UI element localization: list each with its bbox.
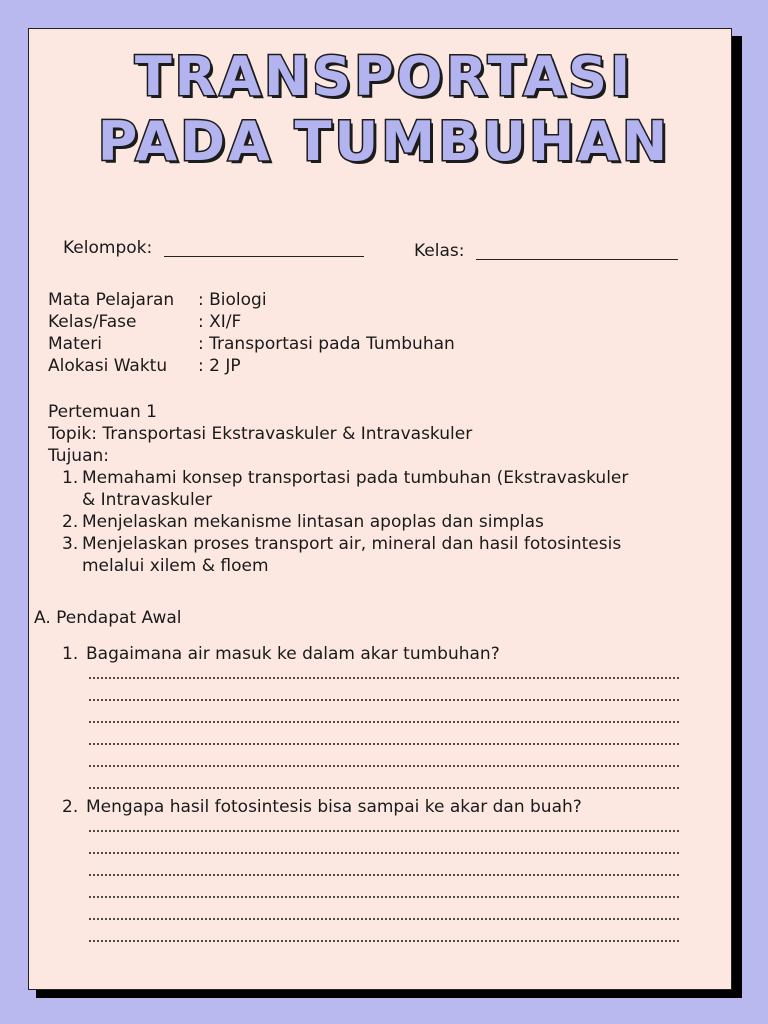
goal-text-continued: & Intravaskuler — [82, 490, 213, 510]
title-line-1: TRANSPORTASI — [134, 45, 634, 108]
answer-line[interactable] — [88, 721, 680, 723]
kelompok-field[interactable] — [63, 240, 364, 257]
goals-heading: Tujuan: — [48, 446, 109, 466]
answer-line[interactable] — [88, 787, 680, 789]
info-value: : 2 JP — [198, 356, 241, 376]
goal-text-continued: melalui xilem & floem — [82, 556, 269, 576]
info-row — [48, 289, 455, 311]
answer-line[interactable] — [88, 830, 680, 832]
info-row — [48, 333, 455, 355]
info-key: Alokasi Waktu — [48, 356, 168, 376]
info-key: Materi — [48, 334, 102, 354]
answer-line[interactable] — [88, 940, 680, 942]
goal-text: Menjelaskan mekanisme lintasan apoplas dan simplas — [82, 512, 544, 532]
info-key: Kelas/Fase — [48, 312, 137, 332]
kelompok-label: Kelompok: — [63, 238, 153, 258]
goal-number: 3. — [62, 534, 79, 554]
meeting-label: Pertemuan 1 — [48, 402, 157, 422]
goal-number: 2. — [62, 512, 79, 532]
answer-line[interactable] — [88, 874, 680, 876]
answer-line[interactable] — [88, 699, 680, 701]
answer-line[interactable] — [88, 918, 680, 920]
answer-line[interactable] — [88, 852, 680, 854]
answer-line[interactable] — [88, 743, 680, 745]
question-number: 1. — [62, 644, 79, 664]
info-row — [48, 311, 455, 333]
question-text: Mengapa hasil fotosintesis bisa sampai ke akar dan buah? — [86, 797, 582, 817]
info-value: : Biologi — [198, 290, 267, 310]
answer-line[interactable] — [88, 765, 680, 767]
info-value: : Transportasi pada Tumbuhan — [198, 334, 455, 354]
kelas-label: Kelas: — [414, 241, 465, 261]
question-text: Bagaimana air masuk ke dalam akar tumbuhan? — [86, 644, 500, 664]
kelompok-blank-line[interactable] — [164, 242, 364, 257]
question-number: 2. — [62, 797, 79, 817]
section-a-heading: A. Pendapat Awal — [34, 608, 182, 628]
course-info — [48, 289, 455, 377]
topic-label: Topik: Transportasi Ekstravaskuler & Intravaskuler — [48, 424, 473, 444]
goal-text: Menjelaskan proses transport air, mineral dan hasil fotosintesis — [82, 534, 622, 554]
kelas-blank-line[interactable] — [476, 245, 678, 260]
answer-line[interactable] — [88, 896, 680, 898]
kelas-field[interactable] — [414, 243, 678, 260]
title-line-2: PADA TUMBUHAN — [97, 110, 671, 173]
info-row — [48, 355, 455, 377]
info-key: Mata Pelajaran — [48, 290, 175, 310]
goal-number: 1. — [62, 468, 79, 488]
info-value: : XI/F — [198, 312, 242, 332]
answer-line[interactable] — [88, 677, 680, 679]
goal-text: Memahami konsep transportasi pada tumbuhan (Ekstravaskuler — [82, 468, 629, 488]
